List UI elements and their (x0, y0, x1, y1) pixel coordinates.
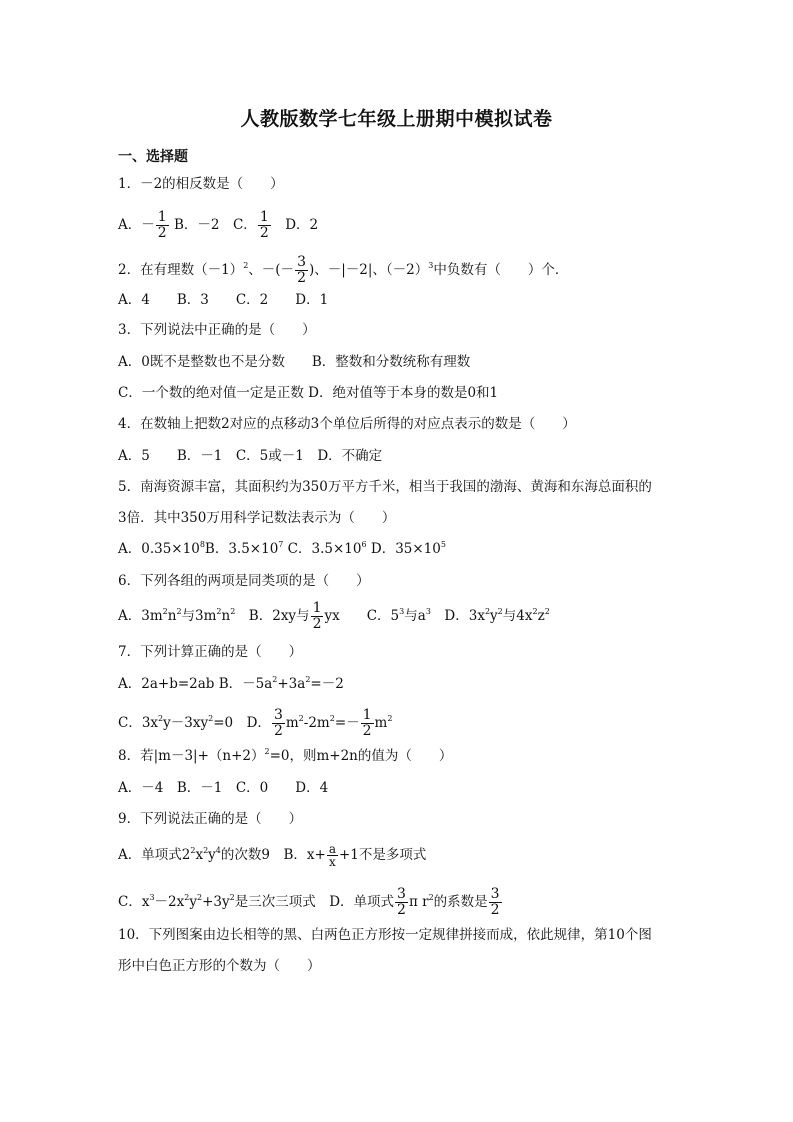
question-9-stem: 9．下列说法正确的是（ ） (118, 811, 303, 827)
question-9-options-ab: A．单项式$2^2x^2y^4$的次数9 B．x+ $\frac{a}{x}$ +1不是多项式 (118, 842, 427, 869)
q1-option-d: D．2 (271, 217, 319, 233)
fraction: $\frac{3}{2}$ (273, 707, 283, 739)
question-8-stem: 8．若$|m-3|+(n+2)^2=0$，则m+2n的值为（ ） (118, 747, 453, 764)
question-7-options-ab: A．2a+b=2ab B．$-5a^2+3a^2=-2$ (118, 675, 344, 692)
question-2-options: A．4 B．3 C．2 D．1 (118, 292, 329, 308)
question-10-stem-line2: 形中白色正方形的个数为（ ） (118, 958, 321, 974)
fraction: $\frac{a}{x}$ (328, 842, 336, 869)
question-3-stem: 3．下列说法中正确的是（ ） (118, 322, 316, 338)
question-6-options: A．$3m^2n^2$与$3m^2n^2$ B．2xy与 $\frac{1}{2}$ yx C．$5^3$与$a^3$ D．$3x^2y^2$与$4x^2z^2$ (118, 600, 550, 632)
q1-option-bc: B．－2 C． (169, 217, 257, 233)
fraction: $\frac{1}{2}$ (362, 707, 372, 739)
question-3-options-cd: C．一个数的绝对值一定是正数 D．绝对值等于本身的数是0和1 (118, 385, 499, 401)
fraction: $\frac{3}{2}$ (397, 886, 406, 918)
question-6-stem: 6．下列各组的两项是同类项的是（ ） (118, 573, 370, 589)
question-2-stem: 2．在有理数$(-1)^2$、－(－ $\frac{3}{2}$ )、－|－2|、$(-2)^3$中负数有（ ）个． (118, 254, 569, 286)
question-1-options (118, 210, 318, 241)
question-1-stem: 1．－2的相反数是（ ） (118, 176, 284, 192)
section-heading: 一、选择题 (118, 149, 188, 165)
question-5-options: A．$0.35\times 10^8B$．$3.5\times 10^7$ C．$3.5\times 10^6$ D．$35\times 10^5$ (118, 540, 446, 557)
question-7-stem: 7．下列计算正确的是（ ） (118, 644, 303, 660)
question-5-stem-line2: 3倍．其中350万用科学记数法表示为（ ） (118, 510, 396, 526)
page-title: 人教版数学七年级上册期中模拟试卷 (240, 108, 553, 130)
fraction: $\frac{1}{2}$ (157, 209, 167, 241)
q1-option-a: A．－ (118, 217, 155, 233)
fraction: $\frac{3}{2}$ (490, 886, 500, 918)
fraction: $\frac{1}{2}$ (312, 600, 322, 632)
question-4-stem: 4．在数轴上把数2对应的点移动3个单位后所得的对应点表示的数是（ ） (118, 416, 576, 432)
fraction: $\frac{3}{2}$ (297, 254, 306, 286)
question-10-stem-line1: 10．下列图案由边长相等的黑、白两色正方形按一定规律拼接而成，依此规律，第10个图 (118, 927, 652, 943)
question-9-options-cd: C．$x^3-2x^2y^2+3y^2$是三次三项式 D．单项式 $\frac{3}{2}$ π $r^2$的系数是 $\frac{3}{2}$ (118, 886, 500, 918)
fraction: $\frac{1}{2}$ (259, 209, 269, 241)
question-7-options-cd: C．$3x^2y-3xy^2=0$ D． $\frac{3}{2}$ $m^2-2m^2=-$ $\frac{1}{2}$ $m^2$ (118, 707, 393, 739)
question-8-options: A．－4 B．－1 C．0 D．4 (118, 780, 329, 796)
question-4-options: A．5 B．－1 C．5或－1 D．不确定 (118, 448, 383, 464)
question-5-stem-line1: 5．南海资源丰富，其面积约为350万平方千米，相当于我国的渤海、黄海和东海总面积的 (118, 479, 652, 495)
question-3-options-ab: A．0既不是整数也不是分数 B．整数和分数统称有理数 (118, 354, 471, 370)
